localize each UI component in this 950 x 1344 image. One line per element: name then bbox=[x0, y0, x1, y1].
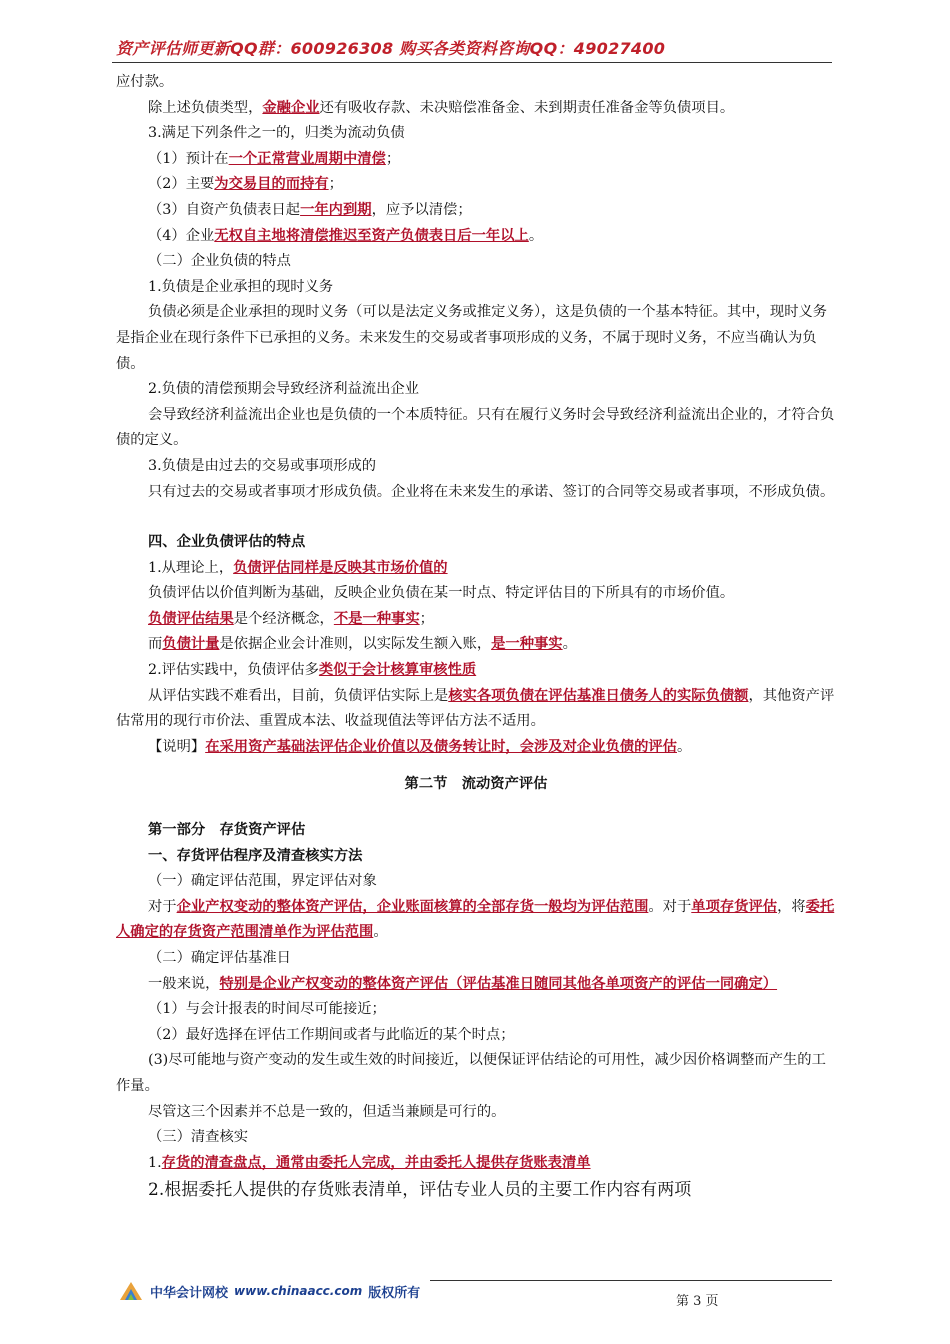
para: 除上述负债类型，金融企业还有吸收存款、未决赔偿准备金、未到期责任准备金等负债项目。 bbox=[148, 99, 735, 116]
para: 只有过去的交易或者事项才形成负债。企业将在未来发生的承诺、签订的合同等交易或者事项，不形成负债。 bbox=[148, 483, 835, 500]
subheading: 3.负债是由过去的交易或事项形成的 bbox=[148, 457, 377, 474]
list-item: (3)尽可能地与资产变动的发生或生效的时间接近，以便保证评估结论的可用性，减少因价格调整而产生的工作量。 bbox=[116, 1052, 826, 1094]
list-item: （3）自资产负债表日起一年内到期，应予以清偿； bbox=[148, 201, 472, 218]
para: 从评估实践不难看出，目前，负债评估实际上是核实各项负债在评估基准日债务人的实际负债额，其他资产评估常用的现行市价法、重置成本法、收益现值法等评估方法不适用。 bbox=[116, 687, 835, 730]
list-item: （1）预计在一个正常营业周期中清偿； bbox=[148, 150, 401, 167]
section-heading: 四、企业负债评估的特点 bbox=[148, 534, 306, 551]
footer-divider bbox=[430, 1280, 832, 1281]
site-url: www.chinaacc.com bbox=[234, 1284, 363, 1298]
list-item: （4）企业无权自主地将清偿推迟至资产负债表日后一年以上。 bbox=[148, 227, 544, 244]
para: 对于企业产权变动的整体资产评估，企业账面核算的全部存货一般均为评估范围。对于单项存货评估，将委托人确定的存货资产范围清单作为评估范围。 bbox=[116, 898, 835, 941]
para: 负债评估结果是个经济概念，不是一种事实； bbox=[148, 610, 434, 627]
subheading: （三）清查核实 bbox=[148, 1129, 249, 1146]
para: 2.评估实践中，负债评估多类似于会计核算审核性质 bbox=[148, 662, 477, 679]
list-heading: 3.满足下列条件之一的，归类为流动负债 bbox=[148, 125, 405, 142]
para: 而负债计量是依据企业会计准则，以实际发生额入账，是一种事实。 bbox=[148, 636, 577, 653]
subheading: （二）确定评估基准日 bbox=[148, 950, 291, 966]
logo-text: 中华会计网校 bbox=[150, 1285, 229, 1301]
subheading: 1.负债是企业承担的现时义务 bbox=[148, 278, 334, 295]
rights-text: 版权所有 bbox=[368, 1285, 421, 1301]
list-item: （2）主要为交易目的而持有； bbox=[148, 176, 343, 193]
chinaacc-logo-icon bbox=[118, 1280, 144, 1302]
subheading: （二）企业负债的特点 bbox=[148, 253, 291, 270]
section-title: 第二节 流动资产评估 bbox=[404, 776, 548, 793]
para: 应付款。 bbox=[116, 74, 174, 90]
part-title: 第一部分 存货资产评估 bbox=[148, 822, 306, 839]
note: 【说明】在采用资产基础法评估企业价值以及债务转让时，会涉及对企业负债的评估。 bbox=[148, 738, 692, 755]
subheading: （一）确定评估范围，界定评估对象 bbox=[148, 873, 377, 890]
page-number: 第 3 页 bbox=[676, 1294, 719, 1309]
para: 负债评估以价值判断为基础，反映企业负债在某一时点、特定评估目的下所具有的市场价值。 bbox=[148, 585, 735, 602]
page-header: 资产评估师更新QQ群：600926308 购买各类资料咨询QQ：49027400 bbox=[116, 39, 666, 58]
para: 2.根据委托人提供的存货账表清单，评估专业人员的主要工作内容有两项 bbox=[148, 1180, 692, 1201]
header-divider bbox=[112, 62, 832, 63]
footer-logo bbox=[118, 1280, 420, 1302]
list-item: （2）最好选择在评估工作期间或者与此临近的某个时点； bbox=[148, 1026, 515, 1043]
para: 负债必须是企业承担的现时义务（可以是法定义务或推定义务），这是负债的一个基本特征。其中，现时义务是指企业在现行条件下已承担的义务。未来发生的交易或者事项形成的义务，不属于现时义务，不应当确认为负债。 bbox=[116, 304, 828, 372]
para: 尽管这三个因素并不总是一致的，但适当兼顾是可行的。 bbox=[148, 1103, 506, 1120]
para: 1.从理论上，负债评估同样是反映其市场价值的 bbox=[148, 559, 448, 576]
list-item: （1）与会计报表的时间尽可能接近； bbox=[148, 1001, 386, 1018]
para: 1.存货的清查盘点，通常由委托人完成，并由委托人提供存货账表清单 bbox=[148, 1154, 591, 1171]
section-heading: 一、存货评估程序及清查核实方法 bbox=[148, 847, 363, 864]
document-body bbox=[116, 70, 836, 1204]
para: 会导致经济利益流出企业也是负债的一个本质特征。只有在履行义务时会导致经济利益流出企业的，才符合负债的定义。 bbox=[116, 406, 835, 449]
para: 一般来说，特别是企业产权变动的整体资产评估（评估基准日随同其他各单项资产的评估一同确定） bbox=[148, 975, 778, 992]
subheading: 2.负债的清偿预期会导致经济利益流出企业 bbox=[148, 381, 419, 398]
